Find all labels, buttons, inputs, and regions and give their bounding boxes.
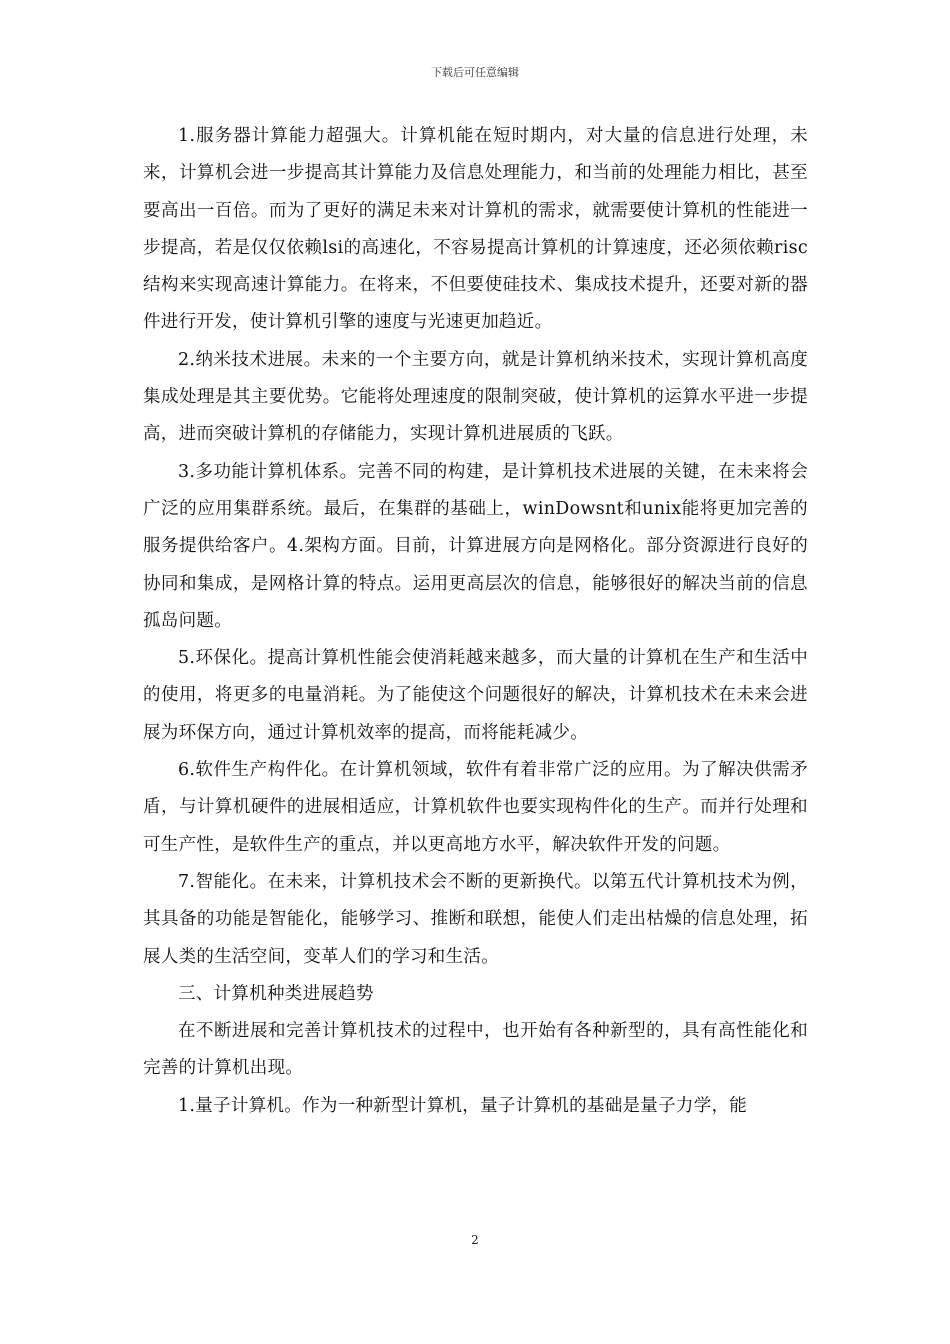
section-heading: 三、计算机种类进展趋势 xyxy=(178,983,374,1004)
paragraph-section-intro: 在不断进展和完善计算机技术的过程中，也开始有各种新型的，具有高性能化和完善的计算机出现。 xyxy=(143,1021,808,1079)
body-text xyxy=(143,118,808,1125)
paragraph-intelligence: 7.智能化。在未来，计算机技术会不断的更新换代。以第五代计算机技术为例，其具备的功能是智能化，能够学习、推断和联想，能使人们走出枯燥的信息处理，拓展人类的生活空间，变革人们的学习和生活。 xyxy=(143,871,808,967)
paragraph-eco-friendly: 5.环保化。提高计算机性能会使消耗越来越多，而大量的计算机在生产和生活中的使用，将更多的电量消耗。为了能使这个问题很好的解决，计算机技术在未来会进展为环保方向，通过计算机效率的提高，而将能耗减少。 xyxy=(143,648,808,743)
paragraph-server-computing: 1.服务器计算能力超强大。计算机能在短时期内，对大量的信息进行处理，未来，计算机会进一步提高其计算能力及信息处理能力，和当前的处理能力相比，甚至要高出一百倍。而为了更好的满足未来对计算机的需求，就需要使计算机的性能进一步提高，若是仅仅依赖lsi的高速化，不容易提高计算机的计算速度，还必须依赖risc结构来实现高速计算能力。在将来，不但要使硅技术、集成技术提升，还要对新的器件进行开发，使计算机引擎的速度与光速更加趋近。 xyxy=(143,126,808,333)
paragraph-nanotech: 2.纳米技术进展。未来的一个主要方向，就是计算机纳米技术，实现计算机高度集成处理是其主要优势。它能将处理速度的限制突破，使计算机的运算水平进一步提高，进而突破计算机的存储能力，实现计算机进展质的飞跃。 xyxy=(143,349,808,445)
paragraph-multifunction-system: 3.多功能计算机体系。完善不同的构建，是计算机技术进展的关键，在未来将会广泛的应用集群系统。最后，在集群的基础上，winDowsnt和unix能将更加完善的服务提供给客户。4.架构方面。目前，计算进展方向是网格化。部分资源进行良好的协同和集成，是网格计算的特点。运用更高层次的信息，能够很好的解决当前的信息孤岛问题。 xyxy=(143,461,808,631)
page-number: 2 xyxy=(471,1233,479,1247)
paragraph-quantum-computer: 1.量子计算机。作为一种新型计算机，量子计算机的基础是量子力学，能 xyxy=(178,1095,748,1116)
paragraph-software-components: 6.软件生产构件化。在计算机领域，软件有着非常广泛的应用。为了解决供需矛盾，与计算机硬件的进展相适应，计算机软件也要实现构件化的生产。而并行处理和可生产性，是软件生产的重点，并以更高地方水平，解决软件开发的问题。 xyxy=(143,760,808,855)
page-header: 下载后可任意编辑 xyxy=(431,66,519,79)
